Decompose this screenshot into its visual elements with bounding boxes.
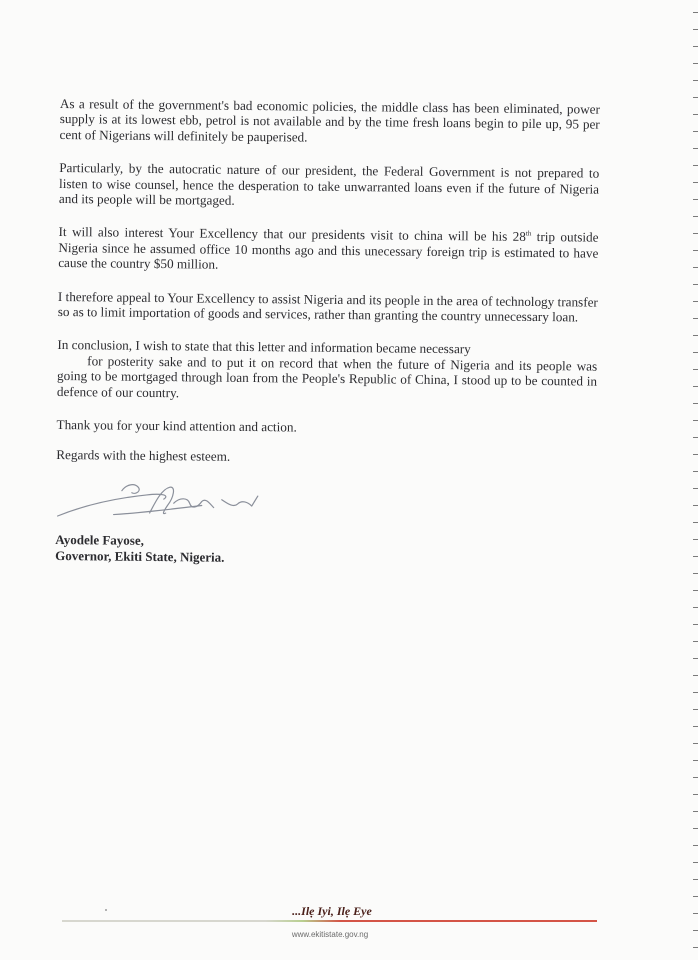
thanks-line: Thank you for your kind attention and action.	[56, 417, 297, 435]
trip-superscript: th	[525, 229, 532, 238]
edge-tick	[693, 607, 698, 608]
edge-tick	[693, 454, 698, 455]
paragraph-autocratic-nature: Particularly, by the autocratic nature of our president, the Federal Government is not prepared to listen to wise counsel, hence the desperation to take unwarranted loans even if the future of Nigeria and its people will be mortgaged.	[58, 160, 600, 208]
edge-tick	[693, 845, 698, 846]
edge-tick	[693, 131, 698, 132]
edge-tick	[693, 947, 698, 948]
footer-motto: ...Ilẹ Iyi, Ilẹ Eye	[292, 904, 372, 918]
edge-tick	[693, 573, 698, 574]
letter-body	[55, 96, 600, 570]
edge-tick	[693, 505, 698, 506]
edge-tick	[693, 590, 698, 591]
page-edge-marks	[688, 0, 698, 960]
edge-tick	[693, 760, 698, 761]
trip-text-after: trip outside Nigeria since he assumed office 10 months ago and this unecessary foreign trip is estimated to have cause the country $50 million.	[58, 229, 599, 272]
conclusion-line-1: In conclusion, I wish to state that this letter and information became necessary	[57, 337, 471, 357]
edge-tick	[693, 369, 698, 370]
edge-tick	[693, 318, 698, 319]
edge-tick	[693, 182, 698, 183]
signer-name: Ayodele Fayose,	[55, 531, 145, 548]
edge-tick	[693, 743, 698, 744]
edge-tick	[693, 250, 698, 251]
edge-tick	[693, 641, 698, 642]
edge-tick	[693, 692, 698, 693]
footer-divider	[62, 920, 597, 922]
regards-line: Regards with the highest esteem.	[56, 446, 231, 464]
scan-speck	[105, 909, 107, 911]
edge-tick	[693, 352, 698, 353]
edge-tick	[693, 114, 698, 115]
edge-tick	[693, 556, 698, 557]
signer-title: Governor, Ekiti State, Nigeria.	[55, 547, 225, 565]
edge-tick	[693, 199, 698, 200]
edge-tick	[693, 488, 698, 489]
edge-tick	[693, 29, 698, 30]
edge-tick	[693, 301, 698, 302]
edge-tick	[693, 403, 698, 404]
edge-tick	[693, 777, 698, 778]
edge-tick	[693, 80, 698, 81]
edge-tick	[693, 165, 698, 166]
edge-tick	[693, 148, 698, 149]
edge-tick	[693, 233, 698, 234]
edge-tick	[693, 386, 698, 387]
edge-tick	[693, 12, 698, 13]
edge-tick	[693, 97, 698, 98]
edge-tick	[693, 63, 698, 64]
edge-tick	[693, 46, 698, 47]
edge-tick	[693, 726, 698, 727]
edge-tick	[693, 811, 698, 812]
edge-tick	[693, 420, 698, 421]
paragraph-technology-transfer: I therefore appeal to Your Excellency to assist Nigeria and its people in the area of technology transfer so as to limit importation of goods and services, rather than granting the country unnecessary loan.	[57, 288, 598, 325]
edge-tick	[693, 658, 698, 659]
paragraph-conclusion	[57, 337, 598, 404]
edge-tick	[693, 709, 698, 710]
trip-text-before: It will also interest Your Excellency that our presidents visit to china will be his 28	[58, 224, 526, 245]
edge-tick	[693, 437, 698, 438]
edge-tick	[693, 879, 698, 880]
conclusion-line-2: for posterity sake and to put it on record that when the future of Nigeria and its people was going to be mortgaged through loan from the People's Republic of China, I stood up to be counted in defence of our country.	[56, 353, 598, 400]
edge-tick	[693, 471, 698, 472]
footer-website: www.ekitistate.gov.ng	[291, 930, 369, 939]
edge-tick	[693, 930, 698, 931]
edge-tick	[693, 216, 698, 217]
edge-tick	[693, 794, 698, 795]
edge-tick	[693, 624, 698, 625]
paragraph-china-trip	[58, 224, 598, 276]
paragraph-economic-policies: As a result of the government's bad economic policies, the middle class has been eliminated, power supply is at its lowest ebb, petrol is not available and by the time fresh loans begin to pile up, 95 per cent of Nigerians will definitely be pauperised.	[59, 96, 600, 145]
edge-tick	[693, 913, 698, 914]
edge-tick	[693, 862, 698, 863]
edge-tick	[693, 828, 698, 829]
edge-tick	[693, 896, 698, 897]
signature-icon	[52, 472, 283, 526]
edge-tick	[693, 267, 698, 268]
edge-tick	[693, 284, 698, 285]
edge-tick	[693, 522, 698, 523]
handwritten-signature	[56, 472, 597, 530]
edge-tick	[693, 335, 698, 336]
edge-tick	[693, 539, 698, 540]
edge-tick	[693, 675, 698, 676]
